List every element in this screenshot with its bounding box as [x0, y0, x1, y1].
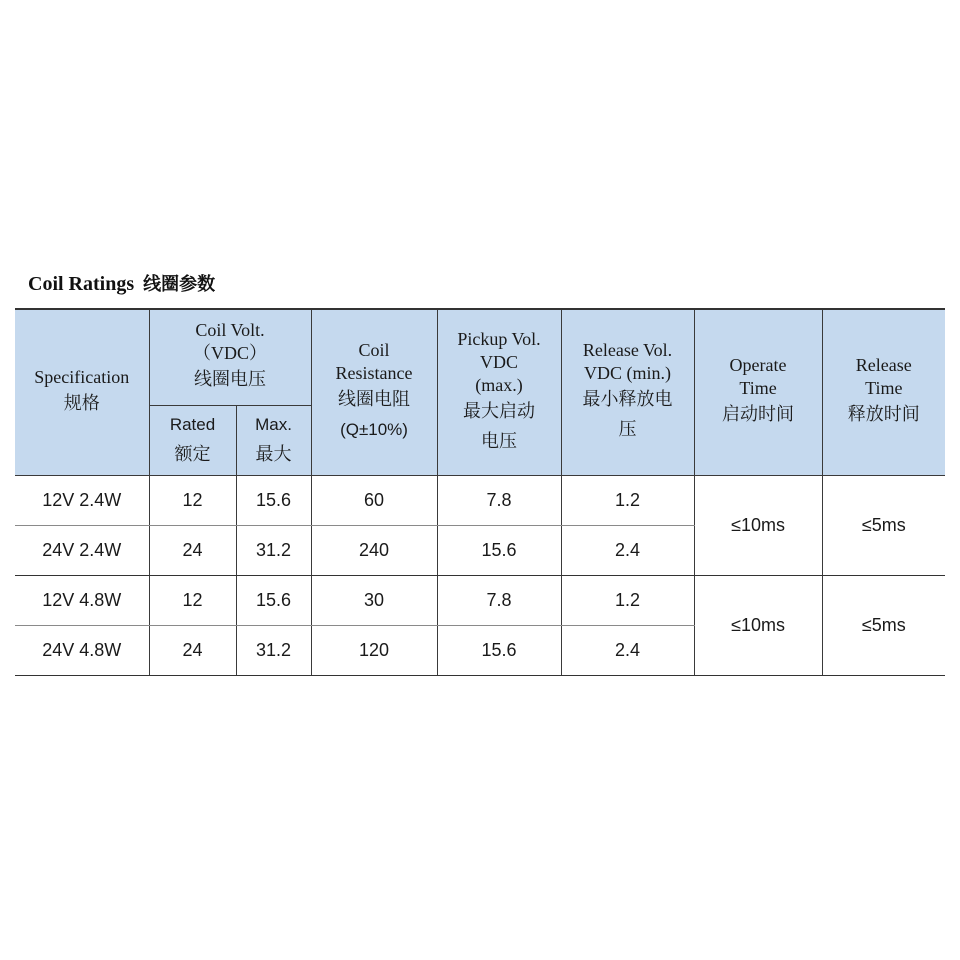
header-max-en: Max. [255, 415, 292, 434]
table-body [15, 475, 945, 675]
header-release-time [822, 309, 945, 475]
cell-spec: 24V 2.4W [15, 525, 149, 575]
cell-release-time: ≤5ms [822, 475, 945, 575]
header-max-zh: 最大 [255, 444, 292, 465]
cell-resistance: 240 [311, 525, 437, 575]
header-coil-resistance-tolerance: (Q±10%) [340, 420, 408, 440]
header-release-vol-zh2: 压 [618, 419, 637, 441]
cell-spec: 24V 4.8W [15, 625, 149, 675]
cell-max: 31.2 [236, 625, 311, 675]
header-operate-time-en2: Time [739, 378, 777, 399]
header-pickup-vol-en2: VDC [480, 351, 519, 372]
cell-resistance: 120 [311, 625, 437, 675]
table-row [15, 475, 945, 525]
cell-operate-time: ≤10ms [694, 475, 822, 575]
header-operate-time-en1: Operate [729, 355, 787, 376]
cell-rated: 12 [149, 475, 236, 525]
header-release-vol [561, 309, 694, 475]
cell-operate-time: ≤10ms [694, 575, 822, 675]
header-operate-time-zh: 启动时间 [722, 404, 795, 426]
cell-release: 1.2 [561, 575, 694, 625]
coil-ratings-table [15, 308, 945, 676]
table-row [15, 575, 945, 625]
header-rated-zh: 额定 [174, 444, 211, 465]
header-coil-volt [149, 309, 311, 405]
header-release-time-en2: Time [865, 378, 903, 399]
cell-rated: 24 [149, 625, 236, 675]
cell-release: 2.4 [561, 625, 694, 675]
cell-pickup: 7.8 [437, 575, 561, 625]
header-release-time-zh: 释放时间 [847, 404, 920, 426]
section-title-en: Coil Ratings [28, 273, 135, 295]
cell-rated: 24 [149, 525, 236, 575]
cell-pickup: 7.8 [437, 475, 561, 525]
header-coil-volt-unit: （VDC） [193, 343, 268, 364]
header-rated-en: Rated [169, 415, 216, 434]
cell-spec: 12V 2.4W [15, 475, 149, 525]
cell-resistance: 30 [311, 575, 437, 625]
header-coil-volt-zh: 线圈电压 [194, 369, 266, 391]
table-header [15, 309, 945, 475]
header-specification [15, 309, 149, 475]
header-coil-resistance-en2: Resistance [335, 363, 413, 384]
header-release-vol-en1: Release Vol. [582, 340, 673, 361]
cell-release: 2.4 [561, 525, 694, 575]
cell-max: 15.6 [236, 475, 311, 525]
header-pickup-vol-en3: (max.) [475, 374, 523, 395]
header-release-vol-en2: VDC (min.) [584, 363, 672, 384]
cell-max: 31.2 [236, 525, 311, 575]
cell-release-time: ≤5ms [822, 575, 945, 675]
section-title-zh: 线圈参数 [143, 274, 216, 295]
cell-rated: 12 [149, 575, 236, 625]
header-specification-zh: 规格 [63, 392, 100, 414]
header-pickup-vol-en1: Pickup Vol. [457, 328, 541, 349]
header-coil-resistance-en1: Coil [358, 340, 390, 361]
header-coil-resistance-zh: 线圈电阻 [338, 389, 411, 411]
header-coil-resistance [311, 309, 437, 475]
header-operate-time [694, 309, 822, 475]
header-max [236, 405, 311, 475]
section-title [28, 270, 215, 300]
cell-pickup: 15.6 [437, 525, 561, 575]
header-release-vol-zh1: 最小释放电 [582, 389, 673, 411]
header-coil-volt-en: Coil Volt. [195, 320, 265, 341]
cell-release: 1.2 [561, 475, 694, 525]
cell-pickup: 15.6 [437, 625, 561, 675]
cell-resistance: 60 [311, 475, 437, 525]
header-pickup-vol-zh2: 电压 [481, 430, 518, 452]
header-release-time-en1: Release [855, 355, 912, 376]
header-specification-en: Specification [34, 366, 130, 387]
header-pickup-vol-zh1: 最大启动 [463, 400, 536, 422]
cell-spec: 12V 4.8W [15, 575, 149, 625]
header-rated [149, 405, 236, 475]
header-pickup-vol [437, 309, 561, 475]
cell-max: 15.6 [236, 575, 311, 625]
